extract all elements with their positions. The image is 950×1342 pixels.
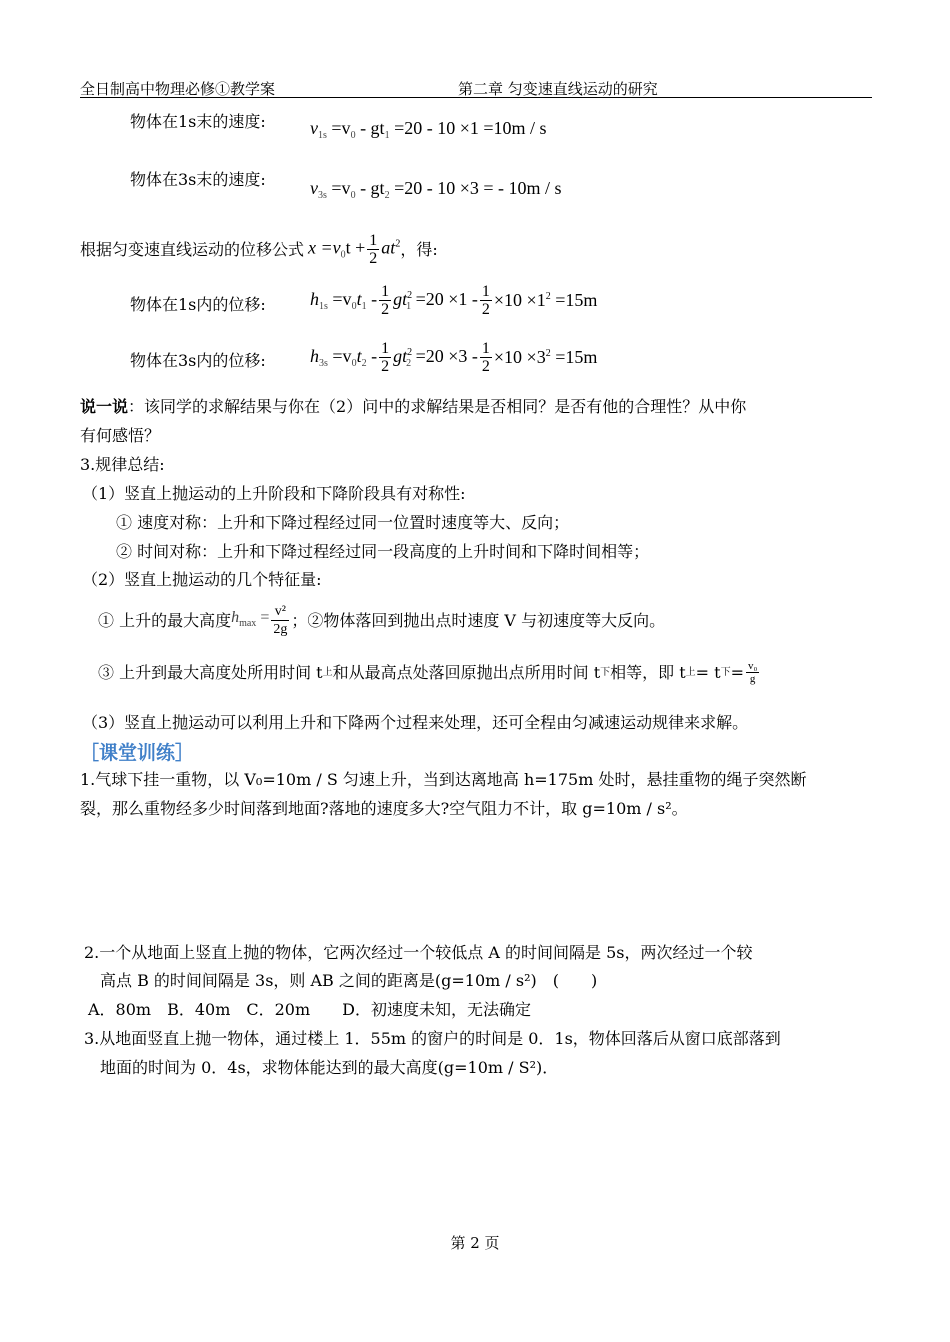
- q2-line1: 2.一个从地面上竖直上抛的物体，它两次经过一个较低点 A 的时间间隔是 5s，两次经过一个较: [84, 943, 753, 962]
- q2-options: A．80m B．40m C．20m D．初速度未知，无法确定: [88, 1000, 531, 1019]
- discuss-line2: 有何感悟？: [80, 426, 161, 445]
- h3-label: 物体在3s内的位移:: [130, 351, 266, 370]
- summary-p3: （3）竖直上抛运动可以利用上升和下降两个过程来处理，还可全程由匀减速运动规律来求解。: [82, 713, 749, 732]
- discuss-label: 说一说: [80, 397, 129, 416]
- h1-equation: $h_{1s} =v_0t_1$ - $\frac{1}{2}$ $gt^2_1 =20 \times 1$ - $\frac{1}{2}$ $\times 10 \times 1^2 =15m$: [310, 283, 598, 318]
- summary-p2: （2）竖直上抛运动的几个特征量:: [82, 570, 322, 589]
- page-number: 第 2 页: [450, 1234, 500, 1252]
- header-rule: [80, 97, 872, 98]
- summary-p2a: ① 上升的最大高度 $h_{max}$ = $\frac{\text{v²}}{2g}$ ；②物体落回到抛出点时速度 V 与初速度等大反向。: [98, 604, 666, 637]
- q3-line1: 3.从地面竖直上抛一物体，通过楼上 1．55m 的窗户的时间是 0．1s，物体回落后从窗口底部落到: [84, 1029, 781, 1048]
- v3-label: 物体在3s末的速度:: [130, 170, 266, 189]
- summary-p1: （1）竖直上抛运动的上升阶段和下降阶段具有对称性:: [82, 484, 466, 503]
- v1-equation: $v_{1s} =v_0 - gt_1 =20 - 10 \times 1 =10m / s$: [310, 118, 547, 141]
- displacement-intro: 根据匀变速直线运动的位移公式 $x =v_0t$ + $\frac{1}{2}$ $at^2$ ，得:: [80, 232, 438, 267]
- h1-label: 物体在1s内的位移:: [130, 295, 266, 314]
- discuss-line1: 说一说：该同学的求解结果与你在（2）问中的求解结果是否相同？是否有他的合理性？从中你: [80, 397, 747, 416]
- q3-line2: 地面的时间为 0．4s，求物体能达到的最大高度(g=10m / S²)．: [100, 1058, 559, 1077]
- summary-title: 3.规律总结:: [80, 455, 165, 474]
- header-right: 第二章 匀变速直线运动的研究: [458, 80, 658, 98]
- v1-label: 物体在1s末的速度:: [130, 112, 266, 131]
- summary-p1b: ② 时间对称：上升和下降过程经过同一段高度的上升时间和下降时间相等；: [116, 542, 650, 561]
- h3-equation: $h_{3s} =v_0t_2$ - $\frac{1}{2}$ $gt^2_2 =20 \times 3$ - $\frac{1}{2}$ $\times 10 \times 3^2 =15m$: [310, 340, 598, 375]
- summary-p2b: ③ 上升到最大高度处所用时间 t 上 和从最高点处落回原抛出点所用时间 t 下 相等，即 t 上 = t 下 = $\frac{\text{v₀}}{g}$: [98, 660, 758, 685]
- summary-p1a: ① 速度对称：上升和下降过程经过同一位置时速度等大、反向；: [116, 513, 570, 532]
- training-heading: ［课堂训练］: [80, 742, 195, 764]
- header-left: 全日制高中物理必修①教学案: [80, 80, 276, 98]
- q2-line2: 高点 B 的时间间隔是 3s，则 AB 之间的距离是(g=10m / s²) ( ): [100, 971, 598, 990]
- v3-equation: $v_{3s} =v_0 - gt_2 =20 - 10 \times 3$ = - 10m / s: [310, 178, 562, 201]
- q1-line1: 1.气球下挂一重物，以 V₀=10m / S 匀速上升，当到达离地高 h=175m 处时，悬挂重物的绳子突然断: [80, 770, 807, 789]
- q1-line2: 裂，那么重物经多少时间落到地面?落地的速度多大?空气阻力不计，取 g=10m / s²。: [80, 799, 688, 818]
